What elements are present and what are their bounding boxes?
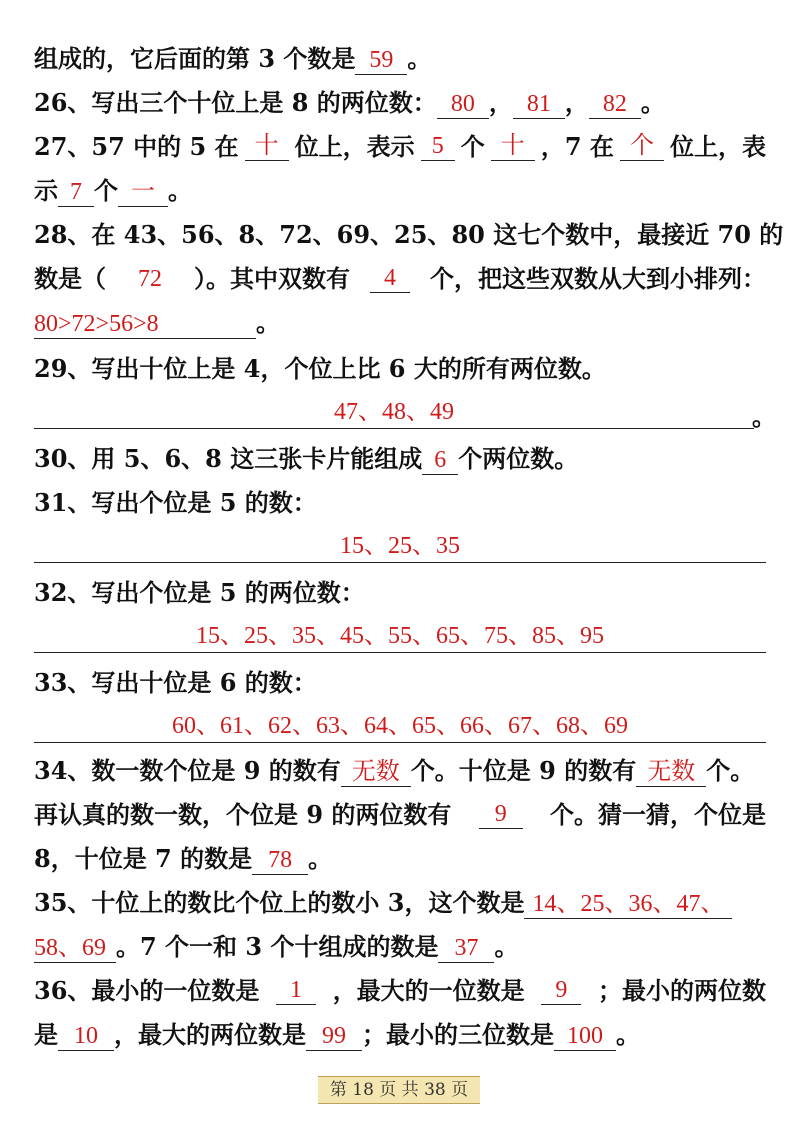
q34-answer-2: 无数 <box>647 759 696 785</box>
q27-line-2 <box>34 176 766 206</box>
q27-blank-6 <box>118 178 168 207</box>
q34-end: 。 <box>308 844 333 873</box>
q36-blank-2 <box>541 976 581 1005</box>
q34-line-3 <box>34 844 766 874</box>
q32-answer: 15、25、35、45、55、65、75、85、95 <box>196 623 604 649</box>
q31-text: 31、写出个位是 5 的数： <box>34 488 317 517</box>
q27-answer-5: 7 <box>70 179 82 205</box>
q27-text-4: ，7 在 <box>540 132 614 161</box>
q36-answer-1: 1 <box>290 977 303 1003</box>
q26-line <box>34 88 766 118</box>
q36-text-5: ，最大的两位数是 <box>114 1020 306 1049</box>
q35-text-2: 。7 个一和 3 个十组成的数是 <box>116 932 439 961</box>
q27-end: 。 <box>168 176 192 205</box>
q27-answer-1: 十 <box>254 133 279 159</box>
q34-text-3: 个。 <box>706 756 755 785</box>
q34-text-6: 8，十位是 7 的数是 <box>34 844 253 873</box>
q25-text: 组成的，它后面的第 3 个数是 <box>34 44 356 73</box>
q36-blank-1 <box>276 976 316 1005</box>
q28-text-2: 数是（ <box>34 264 106 293</box>
q27-text-2: 位上，表示 <box>294 132 415 161</box>
q36-blank-3 <box>58 1022 114 1051</box>
q26-blank-1 <box>437 90 489 119</box>
q35-answer-2: 58、69 <box>34 935 106 961</box>
q27-answer-4: 个 <box>629 133 654 159</box>
q26-sep-2: ， <box>564 88 589 117</box>
q27-text-1: 27、57 中的 5 在 <box>34 132 239 161</box>
q27-blank-4 <box>620 132 664 161</box>
q25-end: 。 <box>407 44 432 73</box>
q35-blank-3 <box>438 934 494 963</box>
q32-answer-rule <box>34 620 766 653</box>
q27-blank-3 <box>491 132 535 161</box>
q28-text-3: ）。其中双数有 <box>194 264 350 293</box>
q35-answer-3: 37 <box>454 935 479 961</box>
q32-text: 32、写出个位是 5 的两位数： <box>34 578 365 607</box>
q26-text: 26、写出三个十位上是 8 的两位数： <box>34 88 437 117</box>
q26-answer-1: 80 <box>450 91 475 117</box>
q36-answer-4: 99 <box>322 1023 346 1049</box>
q35-blank-1 <box>524 890 732 919</box>
q36-answer-3: 10 <box>74 1023 98 1049</box>
q30-blank <box>422 446 458 475</box>
q34-text-4: 再认真的数一数，个位是 9 的两位数有 <box>34 800 452 829</box>
q31-answer-rule <box>34 530 766 563</box>
q34-blank-3 <box>479 800 523 829</box>
q31-answer: 15、25、35 <box>340 533 460 559</box>
q27-text-7: 个 <box>94 176 118 205</box>
q31-line <box>34 488 766 518</box>
q36-text-4: 是 <box>34 1020 58 1049</box>
q28-line-3 <box>34 308 766 338</box>
q27-text-3: 个 <box>460 132 485 161</box>
q29-answer-rule <box>34 396 754 429</box>
q30-text-2: 个两位数。 <box>458 444 579 473</box>
q36-answer-2: 9 <box>555 977 568 1003</box>
q30-text-1: 30、用 5、6、8 这三张卡片能组成 <box>34 444 423 473</box>
q28-blank-2 <box>34 310 256 339</box>
q35-blank-2 <box>34 934 116 963</box>
q36-line-1 <box>34 976 766 1006</box>
page-number-text: 第 18 页 共 38 页 <box>329 1080 469 1100</box>
page-number-footer <box>318 1076 480 1104</box>
q34-blank-1 <box>341 758 411 787</box>
q27-text-6: 示 <box>34 176 58 205</box>
q36-text-1: 36、最小的一位数是 <box>34 976 260 1005</box>
q34-text-1: 34、数一数个位是 9 的数有 <box>34 756 341 785</box>
q29-answer: 47、48、49 <box>334 399 454 425</box>
q33-line <box>34 668 766 698</box>
q33-answer-rule <box>34 710 766 743</box>
q34-blank-2 <box>636 758 706 787</box>
q26-sep-1: ， <box>488 88 513 117</box>
q35-answer-1: 14、25、36、47、 <box>532 891 725 917</box>
q36-text-2: ，最大的一位数是 <box>332 976 525 1005</box>
q27-blank-2 <box>421 132 455 161</box>
q28-line-2 <box>34 264 766 294</box>
q36-blank-5 <box>554 1022 616 1051</box>
q32-line <box>34 578 766 608</box>
q26-end: 。 <box>640 88 665 117</box>
q34-line-2 <box>34 800 766 830</box>
q34-text-5: 个。猜一猜，个位是 <box>549 800 766 829</box>
q33-text: 33、写出十位是 6 的数： <box>34 668 317 697</box>
q35-line-1 <box>34 888 766 918</box>
q36-blank-4 <box>306 1022 362 1051</box>
q36-end: 。 <box>616 1020 640 1049</box>
q28-answer-2: 4 <box>384 265 396 291</box>
q25-answer: 59 <box>369 47 394 73</box>
q28-text-4: 个，把这些双数从大到小排列： <box>430 264 766 293</box>
q27-answer-3: 十 <box>500 133 525 159</box>
q27-line-1 <box>34 132 766 162</box>
q36-line-2 <box>34 1020 766 1050</box>
q28-answer-1: 72 <box>138 266 162 292</box>
q34-answer-4: 78 <box>268 847 293 873</box>
q35-line-2 <box>34 932 766 962</box>
q34-blank-4 <box>252 846 308 875</box>
q36-text-6: ；最小的三位数是 <box>362 1020 554 1049</box>
q28-blank-1 <box>370 264 410 293</box>
q25-blank <box>355 46 407 75</box>
q28-end: 。 <box>256 308 280 337</box>
q26-blank-2 <box>513 90 565 119</box>
q29-end-wrap <box>752 402 776 432</box>
q36-answer-5: 100 <box>567 1023 603 1049</box>
q27-blank-1 <box>245 132 289 161</box>
q27-text-5: 位上，表 <box>670 132 766 161</box>
q29-end: 。 <box>752 402 776 431</box>
q30-answer: 6 <box>434 447 447 473</box>
q29-line <box>34 354 766 384</box>
q28-answer-3: 80>72>56>8 <box>34 311 159 337</box>
q27-answer-6: 一 <box>131 179 155 205</box>
q34-text-2: 个。十位是 9 的数有 <box>410 756 637 785</box>
q35-text-1: 35、十位上的数比个位上的数小 3，这个数是 <box>34 888 525 917</box>
q36-text-3: ；最小的两位数 <box>597 976 766 1005</box>
q30-line <box>34 444 766 474</box>
q27-blank-5 <box>58 178 94 207</box>
q27-answer-2: 5 <box>431 133 444 159</box>
q28-line-1 <box>34 220 784 250</box>
q26-answer-3: 82 <box>602 91 627 117</box>
q29-text: 29、写出十位上是 4，个位上比 6 大的所有两位数。 <box>34 354 606 383</box>
q34-answer-1: 无数 <box>351 759 400 785</box>
q28-text-1: 28、在 43、56、8、72、69、25、80 这七个数中，最接近 70 的 <box>34 220 784 249</box>
q26-blank-3 <box>589 90 641 119</box>
q35-end: 。 <box>494 932 519 961</box>
q34-line-1 <box>34 756 766 786</box>
q26-answer-2: 81 <box>526 91 551 117</box>
q25-line <box>34 44 766 74</box>
q34-answer-3: 9 <box>494 801 507 827</box>
q33-answer: 60、61、62、63、64、65、66、67、68、69 <box>172 713 628 739</box>
